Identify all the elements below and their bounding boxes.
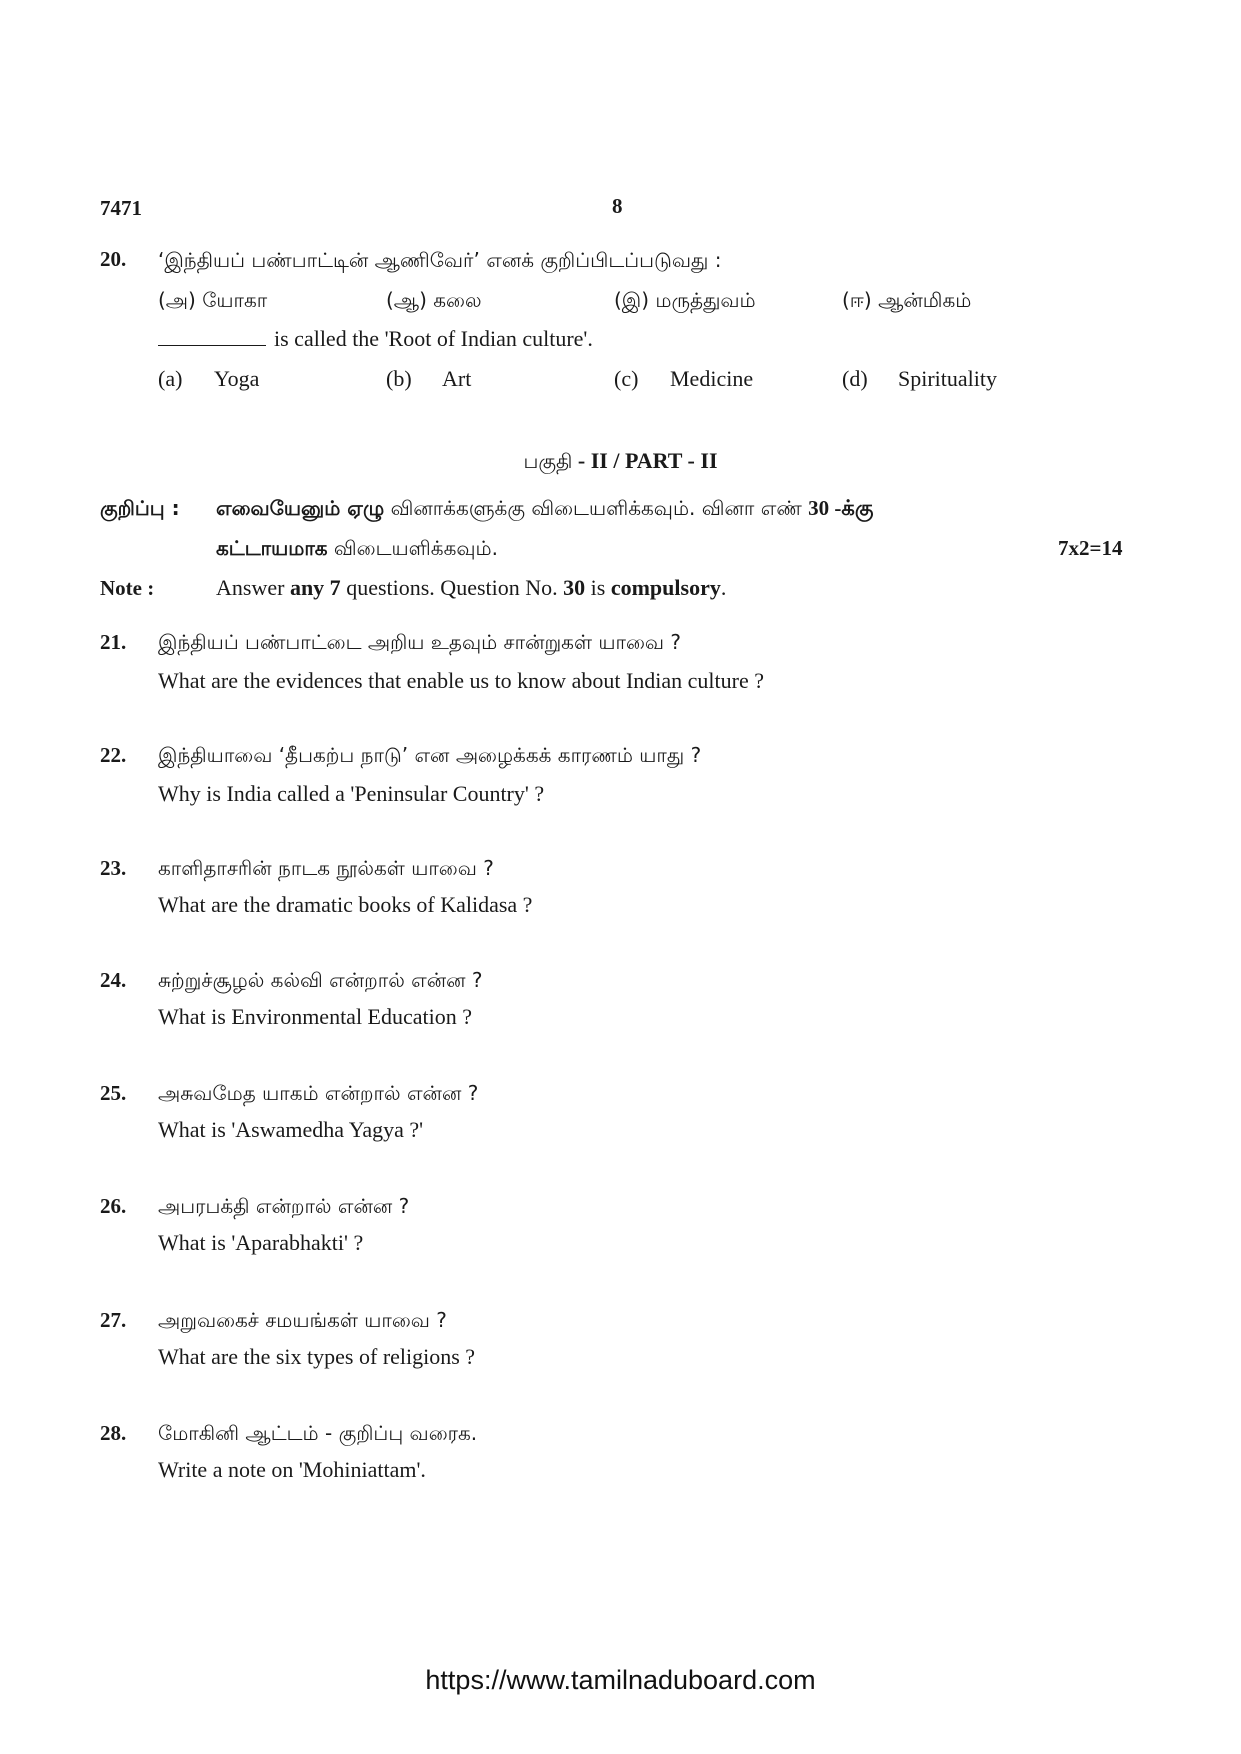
note-tamil-text: வினாக்களுக்கு விடையளிக்கவும். வினா எண் [384, 496, 802, 520]
question-number: 22. [100, 743, 127, 767]
question-tamil: அசுவமேத யாகம் என்றால் என்ன ? [158, 1081, 479, 1105]
question-english: What is 'Aparabhakti' ? [158, 1230, 364, 1255]
note-number-english: 30 [563, 575, 586, 600]
note-compulsory-tamil: கட்டாயமாக [216, 536, 328, 560]
option-text: Yoga [214, 366, 260, 391]
question-english: What are the six types of religions ? [158, 1344, 476, 1369]
question-tamil: அபரபக்தி என்றால் என்ன ? [158, 1194, 410, 1218]
option-letter: (b) [386, 366, 412, 391]
question-english: Write a note on 'Mohiniattam'. [158, 1457, 426, 1482]
option-tamil-a: (அ) யோகா [158, 288, 268, 312]
question-number: 24. [100, 968, 127, 992]
note-text: Answer [216, 575, 290, 600]
question-number: 21. [100, 630, 127, 654]
question-english: What are the dramatic books of Kalidasa ? [158, 892, 533, 917]
note-text: questions. Question No. [340, 575, 564, 600]
option-tamil-b: (ஆ) கலை [386, 288, 482, 312]
question-english: What is 'Aswamedha Yagya ?' [158, 1117, 424, 1142]
option-letter: (c) [614, 366, 639, 391]
note-any-seven: எவையேனும் ஏழு [216, 496, 385, 520]
question-number: 26. [100, 1194, 127, 1218]
note-english [216, 575, 726, 601]
option-text: Medicine [670, 366, 754, 391]
answer-blank [158, 344, 266, 346]
footer-url[interactable]: https://www.tamilnaduboard.com [425, 1665, 816, 1695]
question-tamil: காளிதாசரின் நாடக நூல்கள் யாவை ? [158, 856, 494, 880]
option-letter: (d) [842, 366, 868, 391]
question-number: 25. [100, 1081, 127, 1105]
question-english-text: is called the 'Root of Indian culture'. [274, 326, 593, 351]
option-english-c [614, 366, 753, 392]
note-label-tamil: குறிப்பு : [100, 496, 180, 520]
question-english: What are the evidences that enable us to know about Indian culture ? [158, 668, 764, 693]
option-letter: (a) [158, 366, 183, 391]
note-compulsory-english: compulsory [610, 575, 721, 600]
note-text: . [720, 575, 727, 600]
part-heading-english: - II / PART - II [572, 448, 718, 473]
note-question-number: 30 -க்கு [808, 496, 874, 520]
note-tamil-line2 [216, 536, 498, 563]
question-number: 27. [100, 1308, 127, 1332]
paper-code: 7471 [100, 196, 142, 220]
marks-label: 7x2=14 [1058, 536, 1123, 560]
note-text: is [585, 575, 611, 600]
question-english: Why is India called a 'Peninsular Country' ? [158, 781, 545, 806]
option-text: Art [442, 366, 472, 391]
question-tamil: இந்தியாவை ‘தீபகற்ப நாடு’ என அழைக்கக் காரணம் யாது ? [158, 743, 702, 767]
option-text: Spirituality [898, 366, 997, 391]
note-label-english: Note : [100, 576, 155, 600]
note-tamil-text: விடையளிக்கவும். [327, 536, 498, 560]
note-tamil-line1 [216, 496, 873, 523]
question-english [158, 326, 593, 352]
question-number: 28. [100, 1421, 127, 1445]
page-number: 8 [612, 194, 623, 218]
question-tamil: ‘இந்தியப் பண்பாட்டின் ஆணிவேர்’ எனக் குறிப்பிடப்படுவது : [158, 248, 722, 272]
question-tamil: இந்தியப் பண்பாட்டை அறிய உதவும் சான்றுகள் யாவை ? [158, 630, 682, 654]
question-number: 23. [100, 856, 127, 880]
option-english-b [386, 366, 471, 392]
option-tamil-d: (ஈ) ஆன்மிகம் [842, 288, 972, 312]
question-tamil: மோகினி ஆட்டம் - குறிப்பு வரைக. [158, 1421, 478, 1445]
question-english: What is Environmental Education ? [158, 1004, 473, 1029]
question-tamil: சுற்றுச்சூழல் கல்வி என்றால் என்ன ? [158, 968, 483, 992]
part-heading-tamil: பகுதி [523, 449, 573, 473]
option-tamil-c: (இ) மருத்துவம் [614, 288, 756, 312]
option-english-d [842, 366, 997, 392]
question-tamil: அறுவகைச் சமயங்கள் யாவை ? [158, 1308, 447, 1332]
part-heading [0, 448, 1241, 476]
question-number: 20. [100, 247, 127, 271]
option-english-a [158, 366, 259, 392]
note-any-seven-english: any 7 [289, 575, 341, 600]
